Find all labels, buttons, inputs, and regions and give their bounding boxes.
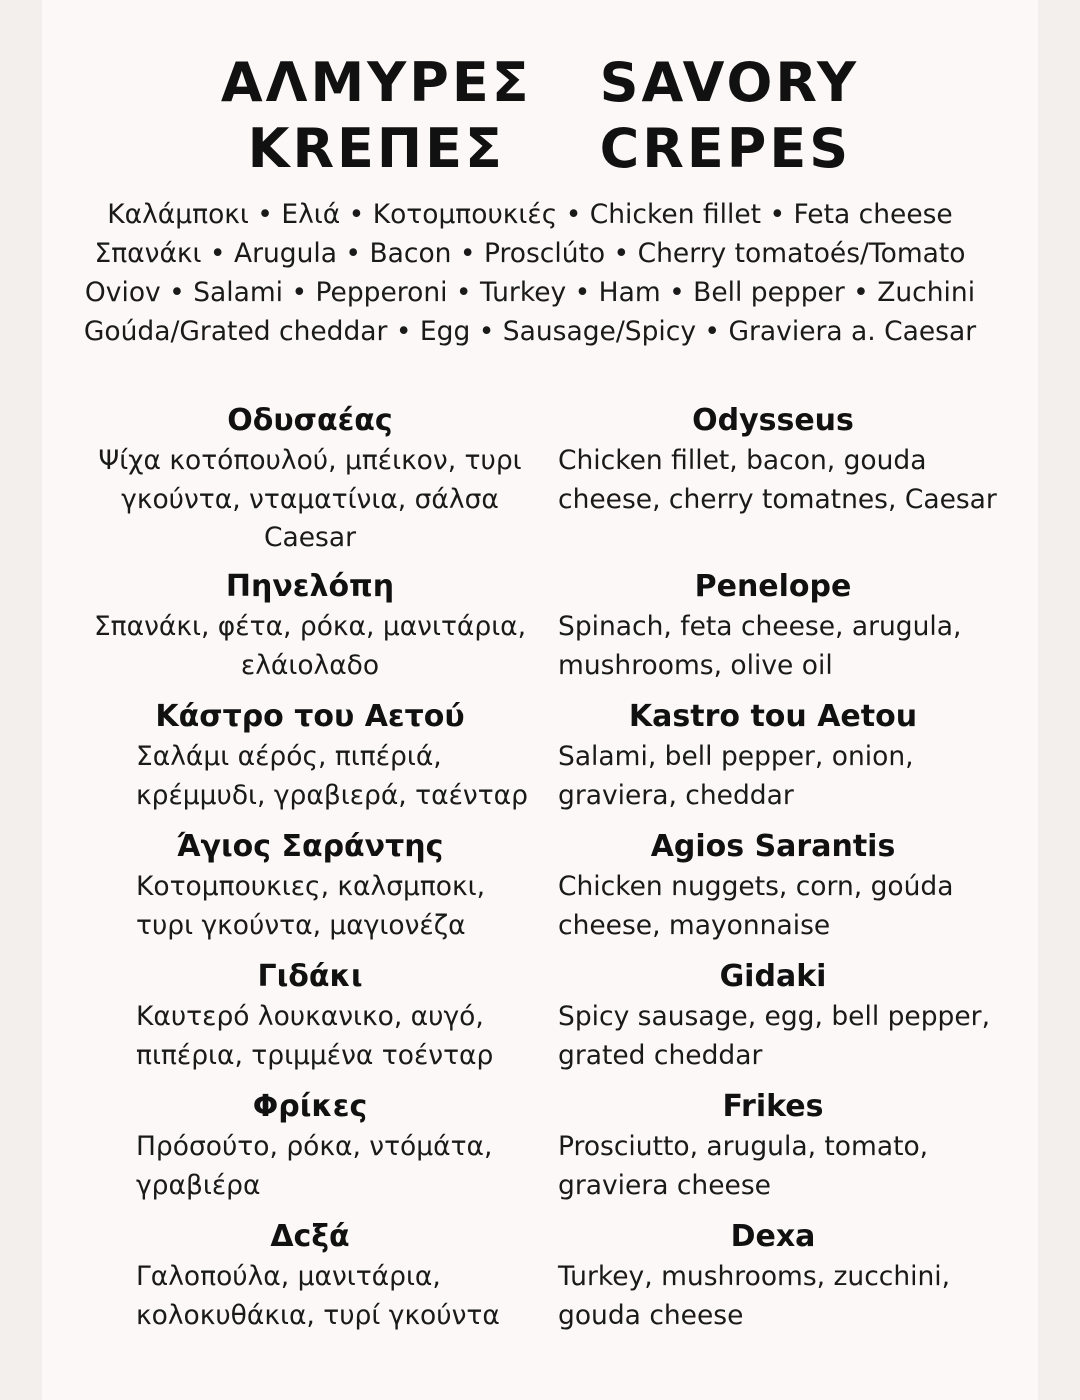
- ingredients-line: Σπανάκι • Arugula • Bacon • Prosclúto • Cherry tomatoés/Tomato: [94, 238, 966, 269]
- menu-title: [0, 50, 1080, 182]
- crepe-name-english: Penelope: [694, 569, 852, 604]
- ingredients-line: Καλάμποκι • Ελιά • Κοτομπουκιές • Chicken fillet • Feta cheese: [107, 199, 953, 230]
- crepe-item-greek: [80, 826, 540, 956]
- crepe-name-greek: Πηνελόπη: [225, 569, 395, 604]
- greek-column: [80, 400, 540, 1346]
- title-english-line-1: SAVORY: [599, 51, 860, 114]
- crepe-desc-english: Salami, bell pepper, onion, graviera, cheddar: [558, 741, 914, 811]
- crepe-name-english: Dexa: [730, 1219, 816, 1254]
- crepe-item-english: [558, 566, 998, 696]
- crepe-name-greek: Άγιος Σαράντης: [176, 829, 444, 864]
- crepe-item-english: [558, 826, 998, 956]
- crepe-name-greek: Γιδάκι: [257, 959, 363, 994]
- crepe-desc-greek: Γαλοπούλα, μανιτάρια, κολοκυθάκια, τυρί γκούντα: [136, 1261, 500, 1331]
- crepe-desc-english: Spinach, feta cheese, arugula, mushrooms, olive oil: [558, 611, 962, 681]
- crepe-name-greek: Κάστρο του Αετού: [155, 699, 465, 734]
- crepe-item-english: [558, 696, 998, 826]
- crepe-item-greek: [80, 566, 540, 696]
- crepe-desc-greek: Κοτομπουκιες, καλσμποκι, τυρι γκούντα, μαγιονέζα: [136, 871, 486, 941]
- title-greek-line-2: KREΠΕΣ: [247, 117, 505, 180]
- crepe-item-english: [558, 1216, 998, 1346]
- ingredients-line: Oviov • Salami • Pepperoni • Turkey • Ham • Bell pepper • Zuchini: [84, 277, 976, 308]
- crepe-item-english: [558, 1086, 998, 1216]
- title-greek-line-1: ΑΛΜΥΡΕΣ: [220, 51, 532, 114]
- title-english: [600, 50, 860, 182]
- crepe-item-greek: [80, 1216, 540, 1346]
- crepe-name-english: Frikes: [722, 1089, 824, 1124]
- crepe-desc-english: Spicy sausage, egg, bell pepper, grated cheddar: [558, 1001, 990, 1071]
- crepe-desc-english: Chicken nuggets, corn, goúda cheese, mayonnaise: [558, 871, 954, 941]
- crepe-desc-english: Chicken fillet, bacon, gouda cheese, cherry tomatnes, Caesar: [558, 445, 997, 515]
- crepe-name-english: Kastro tou Aetou: [628, 699, 918, 734]
- crepe-desc-english: Prosciutto, arugula, tomato, graviera cheese: [558, 1131, 929, 1201]
- crepe-item-greek: [80, 400, 540, 566]
- crepe-desc-greek: Σπανάκι, φέτα, ρόκα, μανιτάρια, ελάιολαδο: [93, 611, 527, 681]
- crepe-desc-greek: Ψίχα κοτόπουλού, μπέικον, τυρι γκούντα, νταματίνια, σάλσα Caesar: [98, 445, 522, 553]
- ingredients-line: Goúda/Grated cheddar • Egg • Sausage/Spicy • Graviera a. Caesar: [83, 316, 977, 347]
- crepe-name-english: Gidaki: [719, 959, 827, 994]
- crepe-name-english: Agios Sarantis: [650, 829, 896, 864]
- crepe-item-english: [558, 956, 998, 1086]
- ingredients-list: [0, 195, 1060, 351]
- crepe-desc-greek: Σαλάμι αέρός, πιπέριά, κρέμμυδι, γραβιερά, ταένταρ: [136, 741, 528, 811]
- crepe-name-greek: Οδυσαέας: [227, 403, 393, 438]
- crepe-item-greek: [80, 696, 540, 826]
- title-greek: [221, 50, 532, 182]
- crepe-name-english: Odysseus: [692, 403, 854, 438]
- crepe-desc-greek: Πρόσούτο, ρόκα, ντόμάτα, γραβιέρα: [136, 1131, 493, 1201]
- crepe-name-greek: Δcξά: [270, 1219, 350, 1254]
- crepe-desc-greek: Καυτερό λουκανικο, αυγό, πιπέρια, τριμμένα τοένταρ: [136, 1001, 494, 1071]
- title-english-line-2: CREPES: [599, 117, 852, 180]
- crepe-desc-english: Turkey, mushrooms, zucchini, gouda cheese: [558, 1261, 951, 1331]
- english-column: [558, 400, 998, 1346]
- crepe-item-english: [558, 400, 998, 566]
- crepe-item-greek: [80, 1086, 540, 1216]
- crepe-item-greek: [80, 956, 540, 1086]
- crepe-name-greek: Φρίκες: [252, 1089, 368, 1124]
